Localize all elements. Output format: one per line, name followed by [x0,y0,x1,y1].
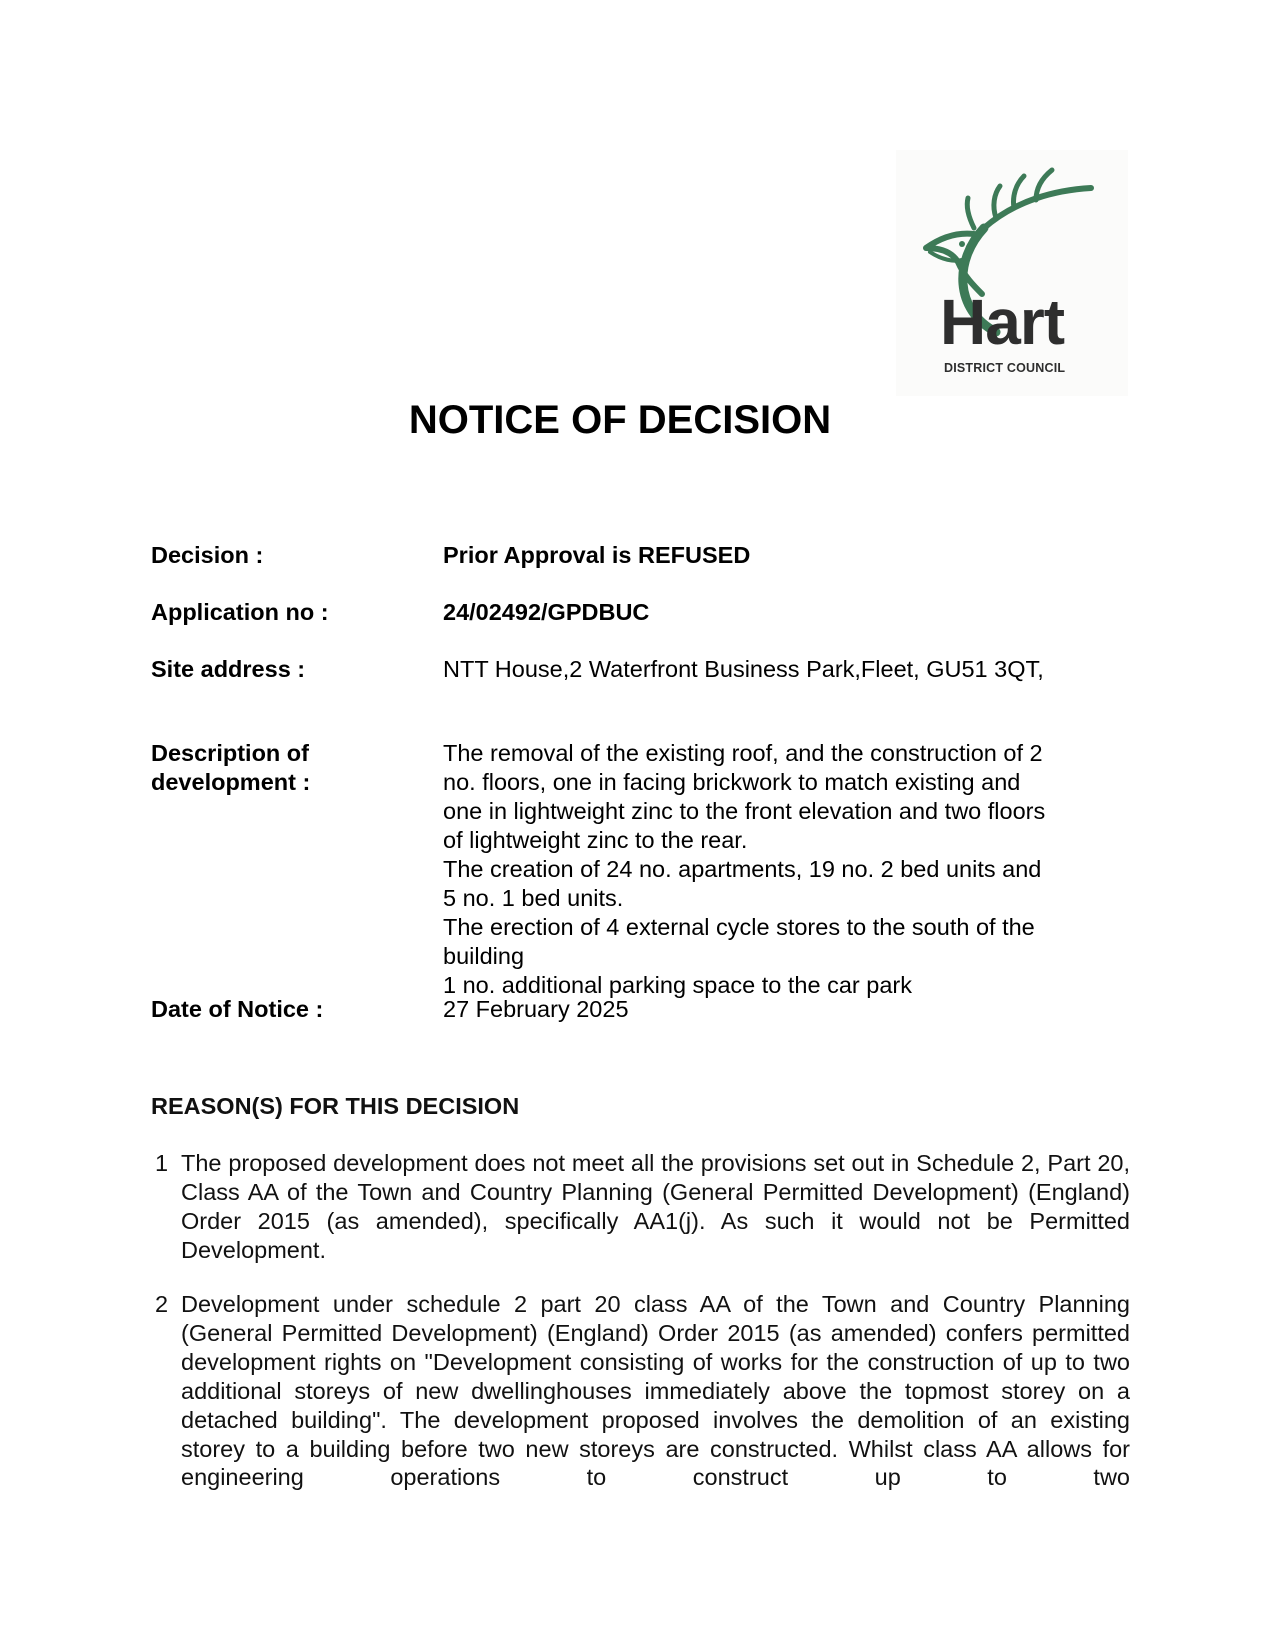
logo-subtitle: DISTRICT COUNCIL [944,361,1066,375]
reason-number: 1 [155,1150,169,1176]
date-of-notice-label: Date of Notice : [151,996,324,1022]
date-of-notice-value: 27 February 2025 [443,996,629,1022]
description-line: building [443,943,525,969]
description-label-line: development : [151,769,311,795]
description-line: no. floors, one in facing brickwork to match existing and [443,769,1021,795]
site-address-value: NTT House,2 Waterfront Business Park,Fleet, GU51 3QT, [443,656,1044,682]
reason-number: 2 [155,1291,169,1317]
description-value [443,739,1123,1000]
description-line: 5 no. 1 bed units. [443,885,624,911]
description-line: of lightweight zinc to the rear. [443,827,748,853]
description-line: The erection of 4 external cycle stores to the south of the [443,914,1035,940]
reason-text: The proposed development does not meet all the provisions set out in Schedule 2, Part 20, Class AA of the Town and Country Planning (General Permitted Development) (England) Order 2015 (as amended), specifically AA1(j). As such it would not be Permitted Development. [181,1150,1130,1263]
description-label [151,739,431,797]
description-line: 1 no. additional parking space to the car park [443,972,912,998]
decision-value: Prior Approval is REFUSED [443,542,751,568]
page-title: NOTICE OF DECISION [408,398,832,442]
description-label-line: Description of [151,740,309,766]
reason-text: Development under schedule 2 part 20 class AA of the Town and Country Planning (General Permitted Development) (England) Order 2015 (as amended) confers permitted development rights on "Development consisting of works for the construction of up to two additional storeys of new dwellinghouses immediately above the topmost storey on a detached building". The development proposed involves the demolition of an existing storey to a building before two new storeys are constructed. Whilst class AA allows for engineering operations to construct up to two [181,1291,1130,1491]
description-line: one in lightweight zinc to the front elevation and two floors [443,798,1046,824]
description-line: The removal of the existing roof, and the construction of 2 [443,740,1043,766]
logo-wordmark: Hart [940,286,1065,358]
application-no-value: 24/02492/GPDBUC [443,599,650,625]
site-address-label: Site address : [151,656,306,682]
reasons-heading: REASON(S) FOR THIS DECISION [151,1093,520,1119]
decision-label: Decision : [151,542,264,568]
description-line: The creation of 24 no. apartments, 19 no. 2 bed units and [443,856,1042,882]
application-no-label: Application no : [151,599,329,625]
stag-head-icon [896,150,1128,396]
hart-district-council-logo [896,150,1128,396]
